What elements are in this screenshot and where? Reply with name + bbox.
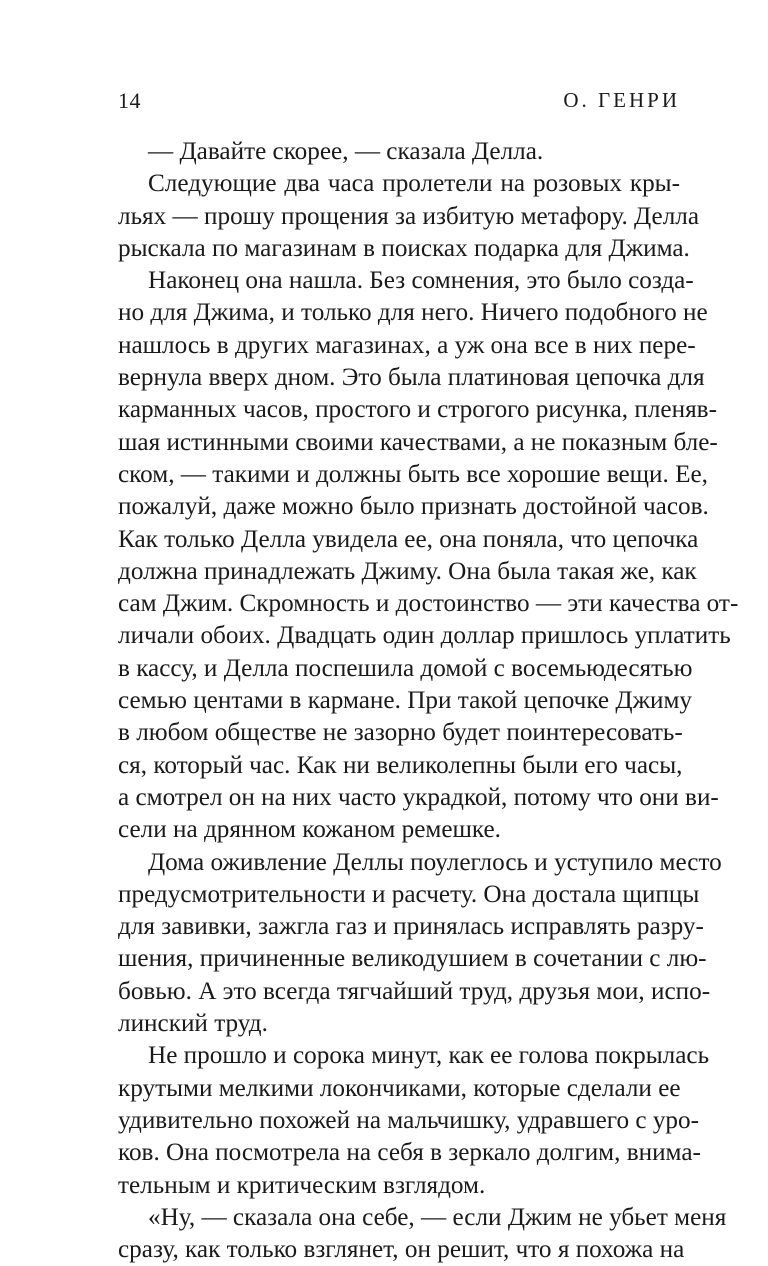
text-line: но для Джима, и только для него. Ничего подобного не bbox=[118, 299, 708, 327]
body-text bbox=[118, 136, 739, 1266]
page-number: 14 bbox=[118, 88, 141, 113]
text-line: в любом обществе не зазорно будет поинтересовать- bbox=[118, 719, 683, 747]
text-line: а смотрел он на них часто украдкой, потому что они ви- bbox=[118, 783, 719, 811]
text-line: для завивки, зажгла газ и принялась исправлять разру- bbox=[118, 913, 704, 941]
text-line: в кассу, и Делла поспешила домой с восемьюдесятью bbox=[118, 654, 693, 682]
text-line: льях — прошу прощения за избитую метафору. Делла bbox=[118, 202, 700, 230]
running-head-author: О. ГЕНРИ bbox=[563, 88, 680, 112]
page-header bbox=[118, 88, 680, 118]
text-line: личали обоих. Двадцать один доллар пришлось уплатить bbox=[118, 622, 731, 650]
text-line: удивительно похожей на мальчишку, удравшего с уро- bbox=[118, 1106, 700, 1134]
text-line: сели на дрянном кожаном ремешке. bbox=[118, 816, 501, 844]
text-line: предусмотрительности и расчету. Она достала щипцы bbox=[118, 880, 700, 908]
text-line: вернула вверх дном. Это была платиновая цепочка для bbox=[118, 364, 705, 392]
text-line: карманных часов, простого и строгого рисунка, пленяв- bbox=[118, 396, 717, 424]
text-line: ков. Она посмотрела на себя в зеркало долгим, внима- bbox=[118, 1139, 701, 1167]
text-line: линский труд. bbox=[118, 1010, 268, 1038]
text-line: должна принадлежать Джиму. Она была такая же, как bbox=[118, 557, 697, 585]
text-line: тельным и критическим взглядом. bbox=[118, 1171, 486, 1199]
text-line: сам Джим. Скромность и достоинство — эти качества от- bbox=[118, 590, 739, 618]
text-line: пожалуй, даже можно было признать достойной часов. bbox=[118, 493, 709, 521]
text-line: сразу, как только взглянет, он решит, что я похожа на bbox=[118, 1236, 685, 1264]
text-line: ском, — такими и должны быть все хорошие вещи. Ее, bbox=[118, 460, 708, 488]
text-line: Не прошло и сорока минут, как ее голова покрылась bbox=[148, 1042, 710, 1070]
text-line: ся, который час. Как ни великолепны были его часы, bbox=[118, 751, 683, 779]
text-line: нашлось в других магазинах, а уж она все в них пере- bbox=[118, 331, 696, 359]
text-line: бовью. А это всегда тягчайший труд, друзья мои, испо- bbox=[118, 977, 711, 1005]
text-line: Следующие два часа пролетели на розовых кры- bbox=[148, 170, 680, 198]
text-line: — Давайте скорее, — сказала Делла. bbox=[148, 138, 544, 165]
text-line: Как только Делла увидела ее, она поняла, что цепочка bbox=[118, 525, 699, 553]
text-line: рыскала по магазинам в поисках подарка для Джима. bbox=[118, 234, 690, 262]
text-line: Наконец она нашла. Без сомнения, это было созда- bbox=[148, 267, 694, 295]
text-line: шения, причиненные великодушием в сочетании с лю- bbox=[118, 945, 707, 973]
text-line: семью центами в кармане. При такой цепочке Джиму bbox=[118, 687, 692, 715]
text-line: «Ну, — сказала она себе, — если Джим не убьет меня bbox=[148, 1203, 727, 1231]
text-line: крутыми мелкими локончиками, которые сделали ее bbox=[118, 1074, 681, 1102]
text-line: шая истинными своими качествами, а не показным бле- bbox=[118, 428, 718, 456]
text-line: Дома оживление Деллы поулеглось и уступило место bbox=[148, 848, 722, 876]
